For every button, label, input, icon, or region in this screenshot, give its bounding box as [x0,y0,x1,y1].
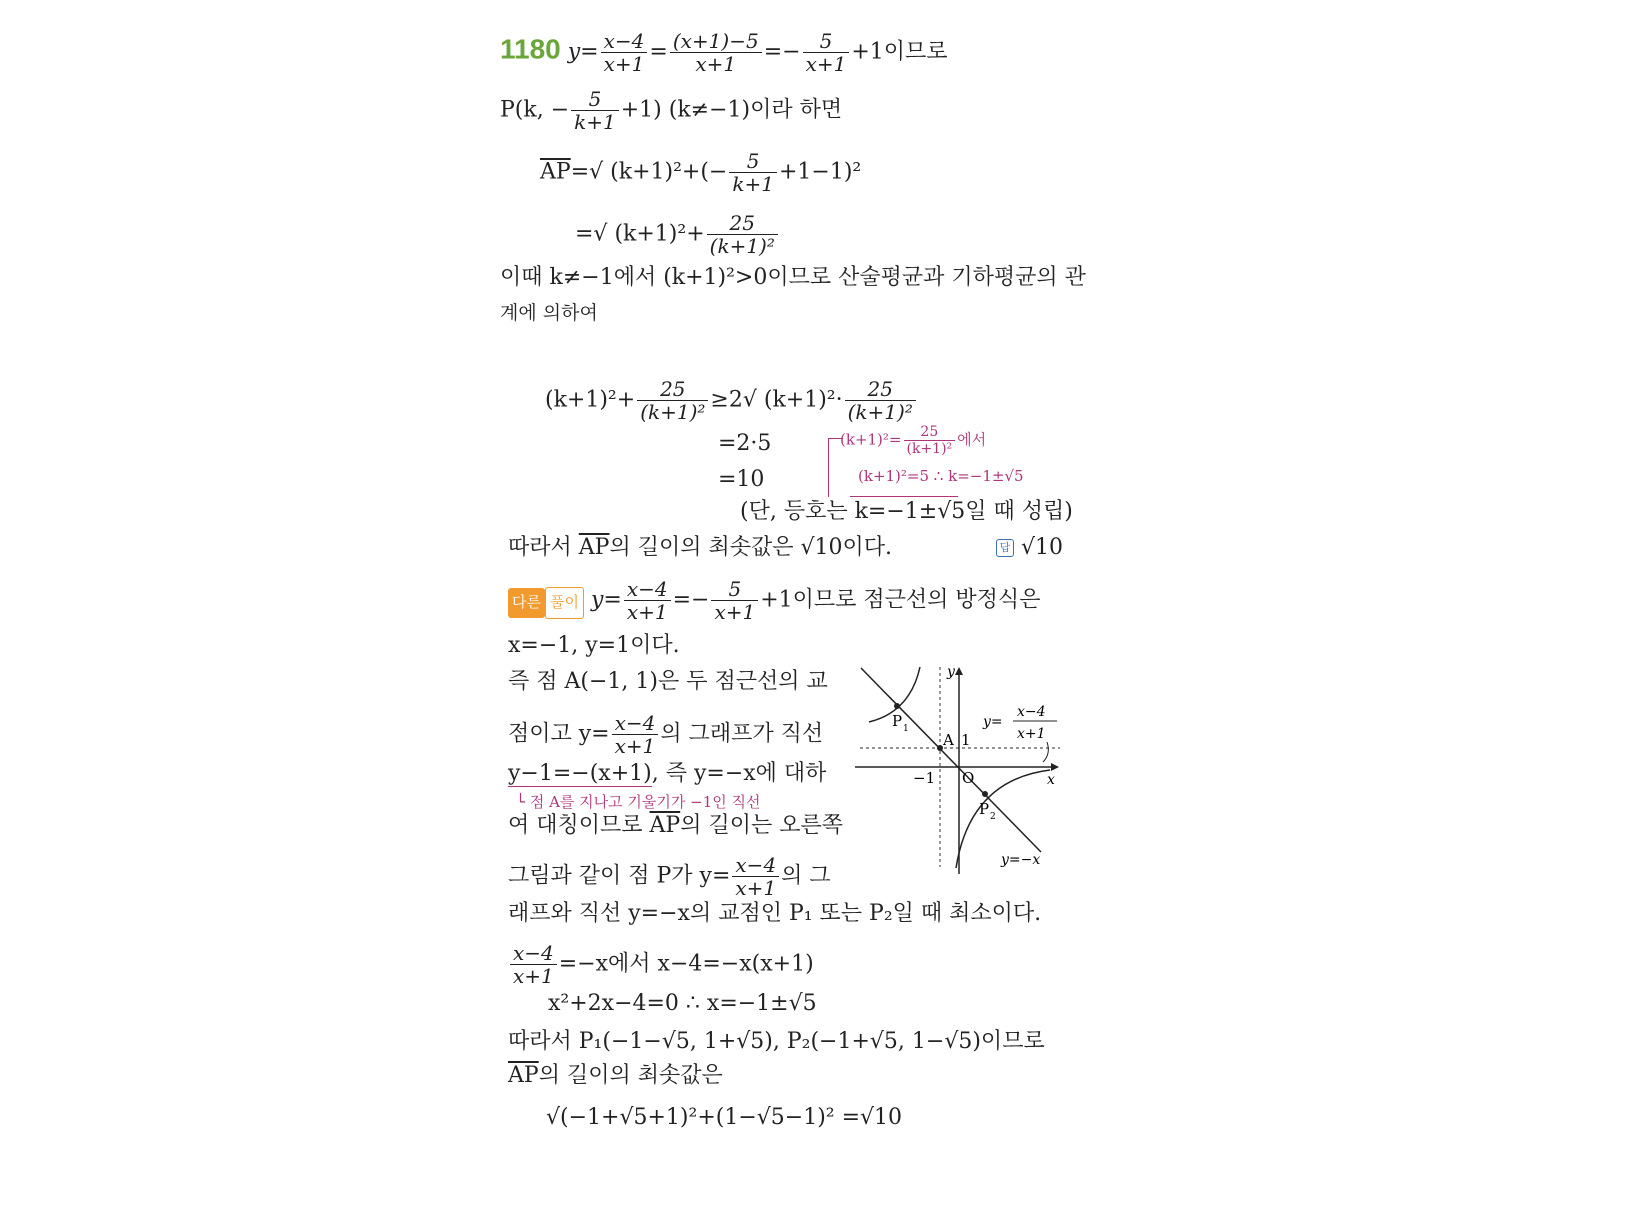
eq-text: P(k, − [500,97,570,123]
curve-label-den: x+1 [1017,726,1046,742]
line-18 [508,854,831,899]
fraction [624,578,671,623]
note-text: (k+1)²= [840,430,902,449]
eq-text: 여 대칭이므로 [508,813,650,838]
segment-ap: $\overline{AP}$ [508,1063,539,1088]
denominator: x+1 [513,964,554,988]
line-7 [545,378,918,423]
answer [996,534,1063,562]
p2-label: P [979,800,990,818]
note-text: 점 A를 지나고 기울기가 −1인 직선 [529,793,761,811]
denominator: (k+1)² [640,400,706,424]
line-14: 즉 점 A(−1, 1)은 두 점근선의 교 [508,669,828,694]
problem-number: 1180 [500,33,561,65]
denominator: x+1 [735,876,777,900]
numerator: x−4 [624,578,671,601]
line-22: 따라서 P₁(−1−√5, 1+√5), P₂(−1+√5, 1−√5)이므로 [508,1029,1045,1054]
line-8: =2·5 [718,431,772,456]
fraction [612,712,659,757]
denominator: (k+1)² [709,234,775,258]
neg-one-label: −1 [913,769,936,787]
curve-label: y= [983,714,1003,730]
note-text: 에서 [957,430,987,449]
fraction [637,378,708,423]
fraction [510,942,557,987]
line-11 [508,534,892,562]
y-axis-arrow-icon [955,667,963,675]
function-graph [855,662,1065,877]
eq-text: 그림과 같이 점 P가 y= [508,863,731,889]
point-p2 [982,791,988,797]
segment-ap: $\overline{AP}$ [578,535,610,560]
point-a-label: A [943,731,954,749]
line-y-neg-x [861,668,1041,852]
eq-text: +1이므로 [851,39,948,65]
line-6: 계에 의하여 [500,302,598,324]
line-1: 1180 y= $\frac{x-4}{x+1}$ = $\frac{(x+1)-5}{x+1}$ =− $\frac{5}{x+1}$ +1이므로 [500,29,948,76]
line-16-note: └ 점 A를 지나고 기울기가 −1인 직선 [516,793,761,811]
y-axis-label: y [947,664,955,680]
fraction [845,378,916,423]
eq-text: =√ (k+1)²+ [575,221,705,247]
numerator: 5 [571,88,619,111]
fraction [729,150,777,195]
numerator: 5 [729,150,777,173]
eq-text: 의 길이의 최솟값은 √10이다. [609,535,892,560]
numerator: x−4 [601,30,648,53]
numerator: 25 [845,378,916,401]
fraction [670,30,762,75]
denominator: (k+1)² [906,441,953,457]
segment-ap: $\overline{AP}$ [649,813,681,838]
alt-badge-sub: 풀이 [545,587,584,619]
line-21: x²+2x−4=0 ∴ x=−1±√5 [548,991,817,1016]
line-24: √(−1+√5+1)²+(1−√5−1)² =√10 [546,1105,903,1130]
line-10: (단, 등호는 k=−1±√5일 때 성립) [740,499,1073,524]
numerator: 5 [803,30,850,53]
denominator: k+1 [574,110,616,134]
eq-text: +1이므로 점근선의 방정식은 [760,587,1041,613]
line-20 [508,942,814,987]
line-17 [508,812,843,840]
line-3 [540,150,861,195]
answer-icon: 답 [996,539,1014,557]
note-line-2: (k+1)²=5 ∴ k=−1±√5 [858,467,1024,485]
denominator: x+1 [626,600,668,624]
denominator: x+1 [714,600,756,624]
curve-label-pointer [1043,742,1048,762]
fraction [707,212,778,257]
numerator: 25 [904,424,956,441]
line-4 [575,212,780,257]
eq-text: =− [672,587,710,613]
eq-text: y= [567,39,599,65]
eq-text: 따라서 [508,535,579,560]
denominator: (k+1)² [847,400,913,424]
eq-text: =−x에서 x−4=−x(x+1) [558,951,814,977]
numerator: (x+1)−5 [670,30,762,53]
note-underline [850,496,958,497]
solution-page [500,0,1140,1229]
note-line-1 [840,424,986,457]
fraction [732,854,779,899]
line-equation: y−1=−(x+1) [508,761,652,786]
eq-text: 점이고 y= [508,721,610,747]
one-label: 1 [961,731,971,749]
x-axis-arrow-icon [1051,763,1059,771]
line-23 [508,1062,723,1090]
eq-text: =√ (k+1)²+(− [570,159,728,185]
denominator: k+1 [732,172,774,196]
line-9: =10 [718,467,765,492]
line-12 [508,578,1040,623]
denominator: x+1 [614,734,656,758]
segment-ap: $\overline{AP}$ [540,159,571,185]
eq-text: +1−1)² [778,159,862,185]
fraction [803,30,850,75]
answer-value: √10 [1021,535,1064,560]
fraction [571,88,619,133]
alt-badge-label: 다른 [508,588,545,618]
denominator: x+1 [695,52,737,76]
line-19: 래프와 직선 y=−x의 교점인 P₁ 또는 P₂일 때 최소이다. [508,901,1042,926]
numerator: 5 [711,578,758,601]
point-p1 [894,703,900,709]
eq-text: ≥2√ (k+1)²· [710,387,843,413]
curve-label-num: x−4 [1017,704,1046,720]
denominator: x+1 [603,52,645,76]
numerator: x−4 [732,854,779,877]
line-5: 이때 k≠−1에서 (k+1)²>0이므로 산술평균과 기하평균의 관 [500,265,1086,290]
eq-text: 의 그래프가 직선 [660,721,824,747]
line-13: x=−1, y=1이다. [508,633,680,658]
eq-text: y= [590,587,622,613]
fraction [711,578,758,623]
line-label: y=−x [1001,852,1041,868]
eq-text: 의 길이의 최솟값은 [538,1063,723,1088]
eq-text: 의 그 [781,863,831,889]
fraction [904,424,956,457]
numerator: 25 [637,378,708,401]
eq-text: =− [763,39,801,65]
line-15 [508,712,823,757]
p1-sub-label: 1 [903,724,909,734]
numerator: 25 [707,212,778,235]
p1-label: P [892,712,903,730]
eq-text: (k+1)²+ [545,387,636,413]
line-16 [508,760,826,788]
eq-text: , 즉 y=−x에 대하 [651,761,827,786]
eq-text: 의 길이는 오른쪽 [680,813,843,838]
eq-text: +1) (k≠−1)이라 하면 [620,97,843,123]
denominator: x+1 [805,52,847,76]
x-axis-label: x [1047,772,1055,788]
origin-label: O [962,769,975,787]
p2-sub-label: 2 [990,812,996,822]
numerator: x−4 [510,942,557,965]
numerator: x−4 [612,712,659,735]
fraction [601,30,648,75]
line-2 [500,88,842,133]
